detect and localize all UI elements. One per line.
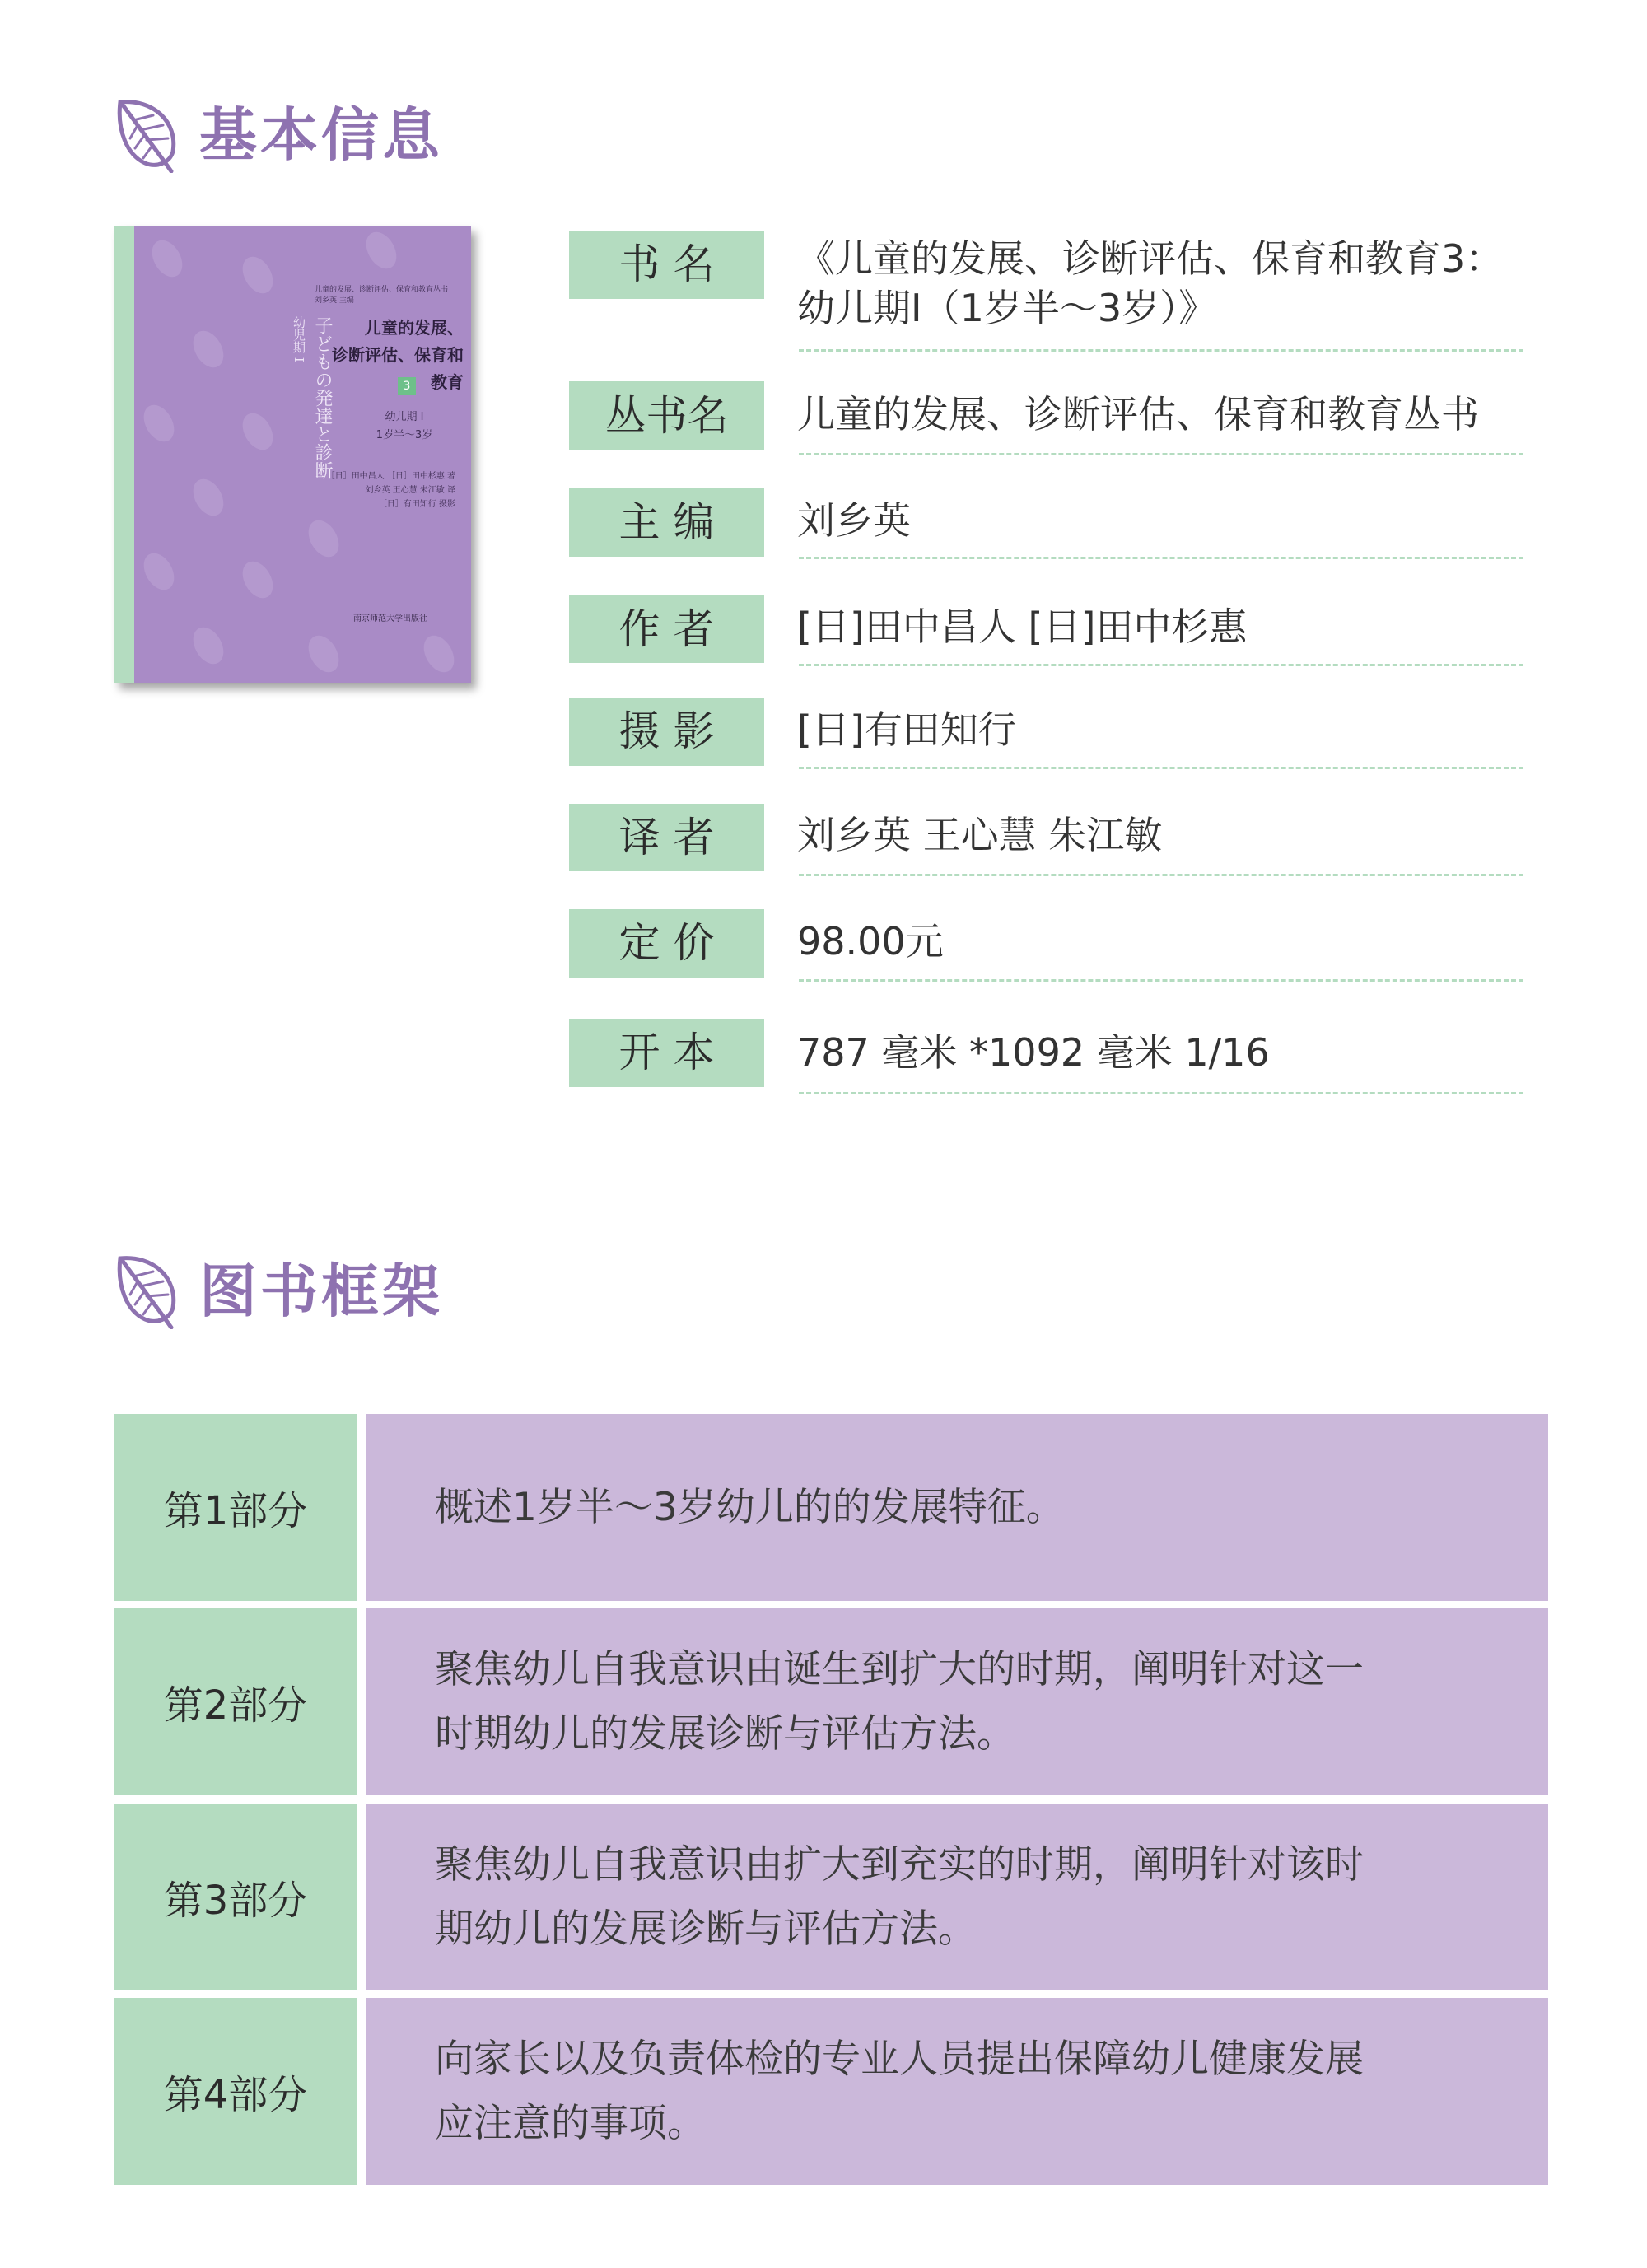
info-separator [799,664,1523,666]
section-heading-basic [114,97,443,173]
info-label-author: 作 者 [569,595,764,663]
cover-stage [360,408,449,445]
section-title: 图书框架 [199,1258,443,1325]
info-value-photo: [日]有田知行 [797,707,1016,752]
info-label-editor: 主 编 [569,488,764,557]
cover-series-name: 儿童的发展、诊断评估、保育和教育丛书 [315,286,449,294]
info-separator [799,557,1523,559]
framework-part-label: 第4部分 [114,1998,357,2185]
framework-part-label: 第1部分 [114,1414,357,1601]
cover-green-strip [114,226,134,683]
info-separator [799,874,1523,876]
cover-stage-line2: 1岁半～3岁 [376,429,433,441]
info-separator [799,1092,1523,1094]
framework-text-line: 聚焦幼儿自我意识由扩大到充实的时期，阐明针对该时 [435,1841,1364,1888]
info-value-price: 98.00元 [797,919,944,964]
framework-part-text [366,1804,1548,1990]
info-value-translator: 刘乡英 王心慧 朱江敏 [797,813,1163,857]
info-value-editor: 刘乡英 [797,498,911,543]
cover-author-line2: 刘乡英 王心慧 朱江敏 译 [365,486,455,495]
info-value-title [797,234,1523,333]
cover-publisher: 南京师范大学出版社 [353,614,427,623]
cover-authors [315,469,455,511]
cover-title-line1: 儿童的发展、 [365,318,464,338]
info-value-author: [日]田中昌人 [日]田中杉惠 [797,604,1248,649]
leaf-icon [114,97,181,173]
info-label-price: 定 价 [569,909,764,978]
info-label-series: 丛书名 [569,381,764,450]
info-label-photo: 摄 影 [569,698,764,766]
cover-series-editor: 刘乡英 主编 [315,296,354,305]
info-separator [799,349,1523,352]
cover-author-line1: ［日］田中昌人 ［日］田中杉惠 著 [326,472,455,481]
cover-author-line3: ［日］有田知行 摄影 [378,500,455,509]
info-separator [799,453,1523,455]
cover-title-line2: 诊断评估、保育和教育 [332,345,464,392]
info-separator [799,979,1523,982]
cover-series-line [315,283,448,305]
framework-text-line: 期幼儿的发展诊断与评估方法。 [435,1906,977,1952]
framework-part-text [366,1608,1548,1795]
info-value-title-line2: 幼儿期Ⅰ（1岁半～3岁）》 [797,286,1217,330]
info-label-format: 开 本 [569,1019,764,1087]
info-value-series: 儿童的发展、诊断评估、保育和教育丛书 [797,392,1479,436]
section-heading-framework [114,1253,443,1329]
info-label-title: 书 名 [569,231,764,299]
leaf-icon [114,1253,181,1329]
framework-part-text [366,1414,1548,1601]
framework-text-line: 时期幼儿的发展诊断与评估方法。 [435,1710,1015,1757]
framework-text-line: 聚焦幼儿自我意识由诞生到扩大的时期，阐明针对这一 [435,1646,1364,1692]
framework-part-label: 第3部分 [114,1804,357,1990]
info-label-translator: 译 者 [569,804,764,871]
framework-text-line: 概述1岁半～3岁幼儿的的发展特征。 [435,1484,1065,1530]
cover-stage-line1: 幼儿期 I [385,411,424,423]
framework-part-text [366,1998,1548,2185]
cover-jp-sub: 幼児期 I [292,316,306,362]
info-value-format: 787 毫米 *1092 毫米 1/16 [797,1030,1270,1075]
info-value-title-line1: 《儿童的发展、诊断评估、保育和教育3： [797,236,1504,281]
book-cover [114,226,471,683]
framework-text-line: 应注意的事项。 [435,2100,706,2146]
framework-text-line: 向家长以及负责体检的专业人员提出保障幼儿健康发展 [435,2036,1364,2082]
cover-jp-title: 子どもの発達と診断 [312,316,333,479]
cover-volume-badge: 3 [398,377,416,395]
section-title: 基本信息 [199,101,443,169]
cover-title [324,315,464,396]
framework-part-label: 第2部分 [114,1608,357,1795]
info-separator [799,767,1523,769]
